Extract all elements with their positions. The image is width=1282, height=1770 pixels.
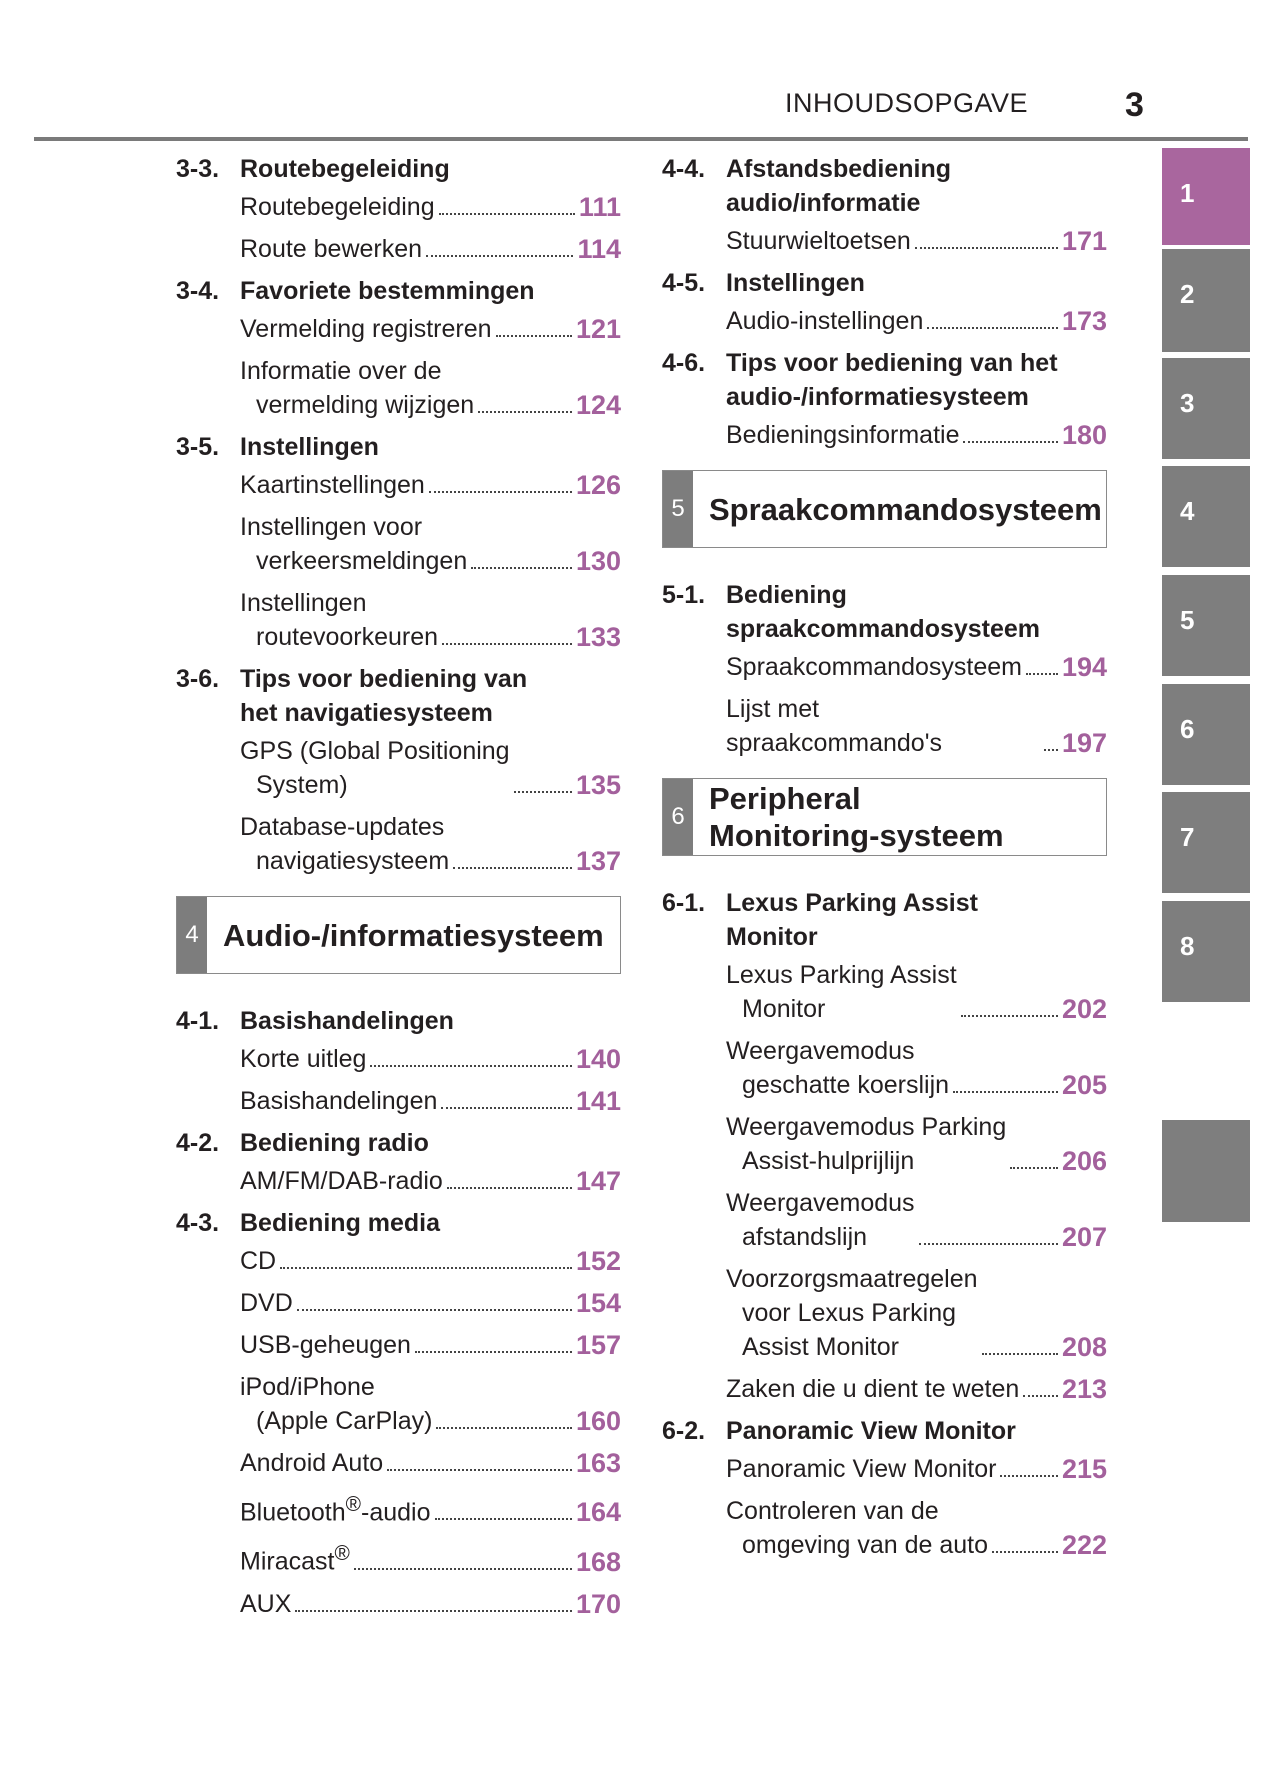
- section-number: 4-3.: [176, 1209, 220, 1237]
- toc-entry[interactable]: [662, 1372, 1107, 1406]
- section-number: 6-2.: [662, 1417, 706, 1445]
- tab-label: 4: [1180, 496, 1195, 526]
- dot-leader: [1026, 673, 1058, 675]
- page-ref[interactable]: 164: [575, 1497, 621, 1528]
- entry-label: Route bewerken: [240, 235, 423, 263]
- dot-leader: [435, 1518, 572, 1520]
- dot-leader: [447, 1187, 572, 1189]
- entry-label: Controleren van de omgeving van de auto: [726, 1497, 989, 1559]
- running-header-title: INHOUDSOPGAVE: [785, 88, 1029, 118]
- toc-section-4-4[interactable]: [662, 152, 1107, 220]
- toc-entry[interactable]: [662, 1186, 1107, 1254]
- dot-leader: [982, 1353, 1058, 1355]
- toc-entry[interactable]: [176, 1328, 621, 1362]
- toc-entry[interactable]: [176, 232, 621, 266]
- dot-leader: [496, 335, 572, 337]
- toc-section-6-1[interactable]: [662, 886, 1107, 954]
- toc-entry[interactable]: [176, 1286, 621, 1320]
- toc-section-5-1[interactable]: [662, 578, 1107, 646]
- toc-entry[interactable]: [176, 468, 621, 502]
- toc-entry[interactable]: [176, 1244, 621, 1278]
- dot-leader: [354, 1568, 572, 1570]
- toc-entry[interactable]: [662, 958, 1107, 1026]
- section-number: 4-2.: [176, 1129, 220, 1157]
- dot-leader: [436, 1427, 571, 1429]
- entry-label: Informatie over de vermelding wijzigen: [240, 357, 475, 419]
- page-ref[interactable]: 206: [1061, 1146, 1107, 1176]
- toc-entry[interactable]: [176, 1446, 621, 1480]
- entry-label: Weergavemodus geschatte koerslijn: [726, 1037, 950, 1099]
- entry-label: Routebegeleiding: [240, 193, 435, 221]
- section-number: 4-1.: [176, 1007, 220, 1035]
- section-number: 6-1.: [662, 889, 706, 917]
- dot-leader: [387, 1469, 572, 1471]
- page-ref[interactable]: 140: [575, 1044, 621, 1074]
- toc-entry[interactable]: [662, 1110, 1107, 1178]
- section-number: 4-4.: [662, 155, 706, 183]
- dot-leader: [961, 1015, 1058, 1017]
- toc-entry[interactable]: [176, 1164, 621, 1198]
- section-title: Tips voor bediening van het navigatiesysteem: [240, 665, 528, 727]
- chapter-tab-5[interactable]: [1162, 575, 1250, 676]
- entry-label: Stuurwieltoetsen: [726, 227, 911, 255]
- dot-leader: [426, 255, 573, 257]
- toc-entry[interactable]: [176, 1370, 621, 1438]
- page-ref[interactable]: 111: [578, 192, 621, 222]
- entry-label: Voorzorgsmaatregelen voor Lexus Parking Assist Monitor: [726, 1265, 978, 1361]
- toc-entry[interactable]: [176, 734, 621, 802]
- chapter-heading-5[interactable]: [662, 470, 1107, 548]
- dot-leader: [441, 1107, 572, 1109]
- toc-entry[interactable]: [176, 1587, 621, 1621]
- section-title: Panoramic View Monitor: [726, 1417, 1016, 1445]
- dot-leader: [927, 327, 1058, 329]
- entry-label: DVD: [240, 1289, 293, 1317]
- page-ref[interactable]: 208: [1061, 1332, 1107, 1362]
- page-ref[interactable]: 126: [575, 470, 621, 500]
- page-ref[interactable]: 133: [575, 622, 621, 652]
- entry-label: Basishandelingen: [240, 1087, 438, 1115]
- section-number: 4-5.: [662, 269, 706, 297]
- toc-section-4-3[interactable]: [176, 1206, 621, 1240]
- tab-label: 3: [1180, 388, 1195, 418]
- dot-leader: [442, 643, 572, 645]
- chapter-title: Audio-/informatiesysteem: [223, 917, 604, 953]
- entry-label: Vermelding registreren: [240, 315, 492, 343]
- entry-label: iPod/iPhone (Apple CarPlay): [240, 1373, 433, 1435]
- tab-label: 7: [1180, 822, 1195, 852]
- toc-entry[interactable]: [176, 1537, 621, 1578]
- section-title: Instellingen: [240, 433, 379, 461]
- dot-leader: [439, 213, 575, 215]
- entry-label: Bedieningsinformatie: [726, 421, 960, 449]
- chapter-tab-1[interactable]: [1162, 148, 1250, 245]
- chapter-number: 5: [663, 471, 693, 547]
- section-number: 3-5.: [176, 433, 220, 461]
- chapter-number: 6: [663, 779, 693, 855]
- toc-entry[interactable]: [176, 190, 621, 224]
- section-title: Bediening radio: [240, 1129, 429, 1157]
- entry-label: AUX: [240, 1589, 292, 1618]
- dot-leader: [280, 1267, 572, 1269]
- page-ref[interactable]: 180: [1061, 420, 1107, 450]
- dot-leader: [963, 441, 1057, 443]
- section-title: Lexus Parking Assist Monitor: [726, 889, 978, 951]
- entry-label: Lijst met spraakcommando's: [726, 695, 942, 757]
- toc-entry[interactable]: [176, 312, 621, 346]
- dot-leader: [295, 1610, 572, 1612]
- page-ref[interactable]: 154: [575, 1288, 621, 1318]
- entry-label: Lexus Parking Assist Monitor: [726, 961, 957, 1023]
- page-ref[interactable]: 130: [575, 546, 621, 576]
- page-ref[interactable]: 121: [575, 314, 621, 344]
- tab-label: 8: [1180, 931, 1195, 961]
- chapter-number: 4: [177, 897, 207, 973]
- toc-left-column: [176, 152, 621, 1621]
- entry-label: Panoramic View Monitor: [726, 1455, 997, 1483]
- toc-entry[interactable]: [662, 418, 1107, 452]
- dot-leader: [370, 1065, 571, 1067]
- page-ref[interactable]: 207: [1061, 1222, 1107, 1252]
- page-ref[interactable]: 222: [1061, 1530, 1107, 1560]
- dot-leader: [453, 867, 572, 869]
- dot-leader: [1044, 749, 1058, 751]
- chapter-title: Spraakcommandosysteem: [709, 491, 1102, 527]
- chapter-tab-8[interactable]: [1162, 901, 1250, 1002]
- section-title: Bediening media: [240, 1209, 441, 1237]
- dot-leader: [919, 1243, 1058, 1245]
- dot-leader: [1000, 1475, 1057, 1477]
- dot-leader: [297, 1309, 572, 1311]
- page-ref[interactable]: 202: [1061, 994, 1107, 1024]
- entry-label: Audio-instellingen: [726, 307, 924, 335]
- chapter-tab-4[interactable]: [1162, 466, 1250, 567]
- entry-label: Spraakcommandosysteem: [726, 653, 1022, 681]
- dot-leader: [471, 567, 572, 569]
- page-ref[interactable]: 135: [575, 770, 621, 800]
- dot-leader: [514, 791, 572, 793]
- page-ref[interactable]: 114: [577, 234, 621, 264]
- page-ref[interactable]: 152: [575, 1246, 621, 1276]
- toc-section-3-5[interactable]: [176, 430, 621, 464]
- entry-label: Zaken die u dient te weten: [726, 1375, 1020, 1403]
- dot-leader: [992, 1551, 1058, 1553]
- toc-entry[interactable]: [662, 1452, 1107, 1486]
- page-ref[interactable]: 194: [1061, 652, 1107, 682]
- section-title: Favoriete bestemmingen: [240, 277, 535, 305]
- entry-label: Weergavemodus afstandslijn: [726, 1189, 915, 1251]
- toc-section-6-2[interactable]: [662, 1414, 1107, 1448]
- registered-mark: ®: [345, 1493, 361, 1516]
- toc-section-3-6[interactable]: [176, 662, 621, 730]
- toc-entry[interactable]: [176, 354, 621, 422]
- page-ref[interactable]: 147: [575, 1166, 621, 1196]
- page-ref[interactable]: 157: [575, 1330, 621, 1360]
- chapter-heading-4[interactable]: [176, 896, 621, 974]
- entry-label: Weergavemodus Parking Assist-hulprijlijn: [726, 1113, 1007, 1175]
- entry-label: Android Auto: [240, 1449, 384, 1477]
- dot-leader: [478, 411, 572, 413]
- toc-section-3-3[interactable]: [176, 152, 621, 186]
- section-title: Basishandelingen: [240, 1007, 454, 1035]
- toc-entry[interactable]: [176, 1042, 621, 1076]
- page-ref[interactable]: 170: [575, 1588, 621, 1619]
- section-number: 3-4.: [176, 277, 220, 305]
- index-tab[interactable]: [1162, 1120, 1250, 1222]
- page-ref[interactable]: 215: [1061, 1454, 1107, 1484]
- tab-label: 2: [1180, 279, 1195, 309]
- page-ref[interactable]: 163: [575, 1448, 621, 1478]
- page-ref[interactable]: 173: [1061, 306, 1107, 336]
- section-title: Bediening spraakcommandosysteem: [726, 581, 1041, 643]
- toc-entry[interactable]: [662, 1034, 1107, 1102]
- tab-label: 6: [1180, 714, 1195, 744]
- page-ref[interactable]: 205: [1061, 1070, 1107, 1100]
- toc-section-4-5[interactable]: [662, 266, 1107, 300]
- toc-entry[interactable]: [176, 810, 621, 878]
- toc-entry[interactable]: [662, 692, 1107, 760]
- chapter-tab-6[interactable]: [1162, 684, 1250, 785]
- tab-label: 1: [1180, 178, 1195, 208]
- toc-entry[interactable]: [176, 1084, 621, 1118]
- page-ref[interactable]: 197: [1061, 728, 1107, 758]
- section-title: Afstandsbediening audio/informatie: [726, 155, 952, 217]
- page-number: 3: [1125, 86, 1144, 124]
- page-ref[interactable]: 137: [575, 846, 621, 876]
- dot-leader: [415, 1351, 572, 1353]
- header-rule: [34, 137, 1248, 141]
- entry-label: Bluetooth®-audio: [240, 1493, 431, 1527]
- section-number: 5-1.: [662, 581, 706, 609]
- section-number: 3-3.: [176, 155, 220, 183]
- toc-section-3-4[interactable]: [176, 274, 621, 308]
- entry-label: Instellingen routevoorkeuren: [240, 589, 439, 651]
- toc-entry[interactable]: [662, 650, 1107, 684]
- section-title: Routebegeleiding: [240, 155, 450, 183]
- toc-right-column: [662, 152, 1107, 1562]
- chapter-tab-7[interactable]: [1162, 792, 1250, 893]
- toc-section-4-6[interactable]: [662, 346, 1107, 414]
- toc-entry[interactable]: [176, 586, 621, 654]
- chapter-heading-6[interactable]: [662, 778, 1107, 856]
- entry-label: USB-geheugen: [240, 1331, 411, 1359]
- dot-leader: [1023, 1395, 1058, 1397]
- entry-label: Kaartinstellingen: [240, 471, 425, 499]
- dot-leader: [953, 1091, 1058, 1093]
- toc-entry[interactable]: [662, 224, 1107, 258]
- entry-label: Database-updates navigatiesysteem: [240, 813, 450, 875]
- section-title: Tips voor bediening van het audio-/informatiesysteem: [726, 349, 1058, 411]
- dot-leader: [915, 247, 1058, 249]
- page-ref[interactable]: 171: [1061, 226, 1107, 256]
- toc-entry[interactable]: [662, 1262, 1107, 1364]
- entry-label: Korte uitleg: [240, 1045, 367, 1073]
- toc-section-4-2[interactable]: [176, 1126, 621, 1160]
- dot-leader: [429, 491, 572, 493]
- toc-entry[interactable]: [662, 304, 1107, 338]
- page-ref[interactable]: 213: [1061, 1374, 1107, 1404]
- page-ref[interactable]: 168: [575, 1546, 621, 1577]
- toc-entry[interactable]: [176, 510, 621, 578]
- entry-label: Instellingen voor verkeersmeldingen: [240, 513, 468, 575]
- entry-label: GPS (Global Positioning System): [240, 737, 510, 799]
- chapter-title: Peripheral Monitoring-systeem: [709, 781, 1004, 853]
- entry-label: AM/FM/DAB-radio: [240, 1167, 443, 1195]
- entry-label: CD: [240, 1247, 277, 1275]
- chapter-tab-2[interactable]: [1162, 249, 1250, 352]
- section-number: 4-6.: [662, 349, 706, 377]
- dot-leader: [1010, 1167, 1058, 1169]
- chapter-tab-3[interactable]: [1162, 358, 1250, 459]
- registered-mark: ®: [334, 1542, 350, 1566]
- section-title: Instellingen: [726, 269, 865, 297]
- toc-section-4-1[interactable]: [176, 1004, 621, 1038]
- tab-label: 5: [1180, 605, 1195, 635]
- section-number: 3-6.: [176, 665, 220, 693]
- entry-label: Miracast®: [240, 1542, 350, 1576]
- toc-entry[interactable]: [662, 1494, 1107, 1562]
- page-ref[interactable]: 124: [575, 390, 621, 420]
- page-ref[interactable]: 141: [575, 1086, 621, 1116]
- toc-entry[interactable]: [176, 1488, 621, 1529]
- page-ref[interactable]: 160: [575, 1406, 621, 1436]
